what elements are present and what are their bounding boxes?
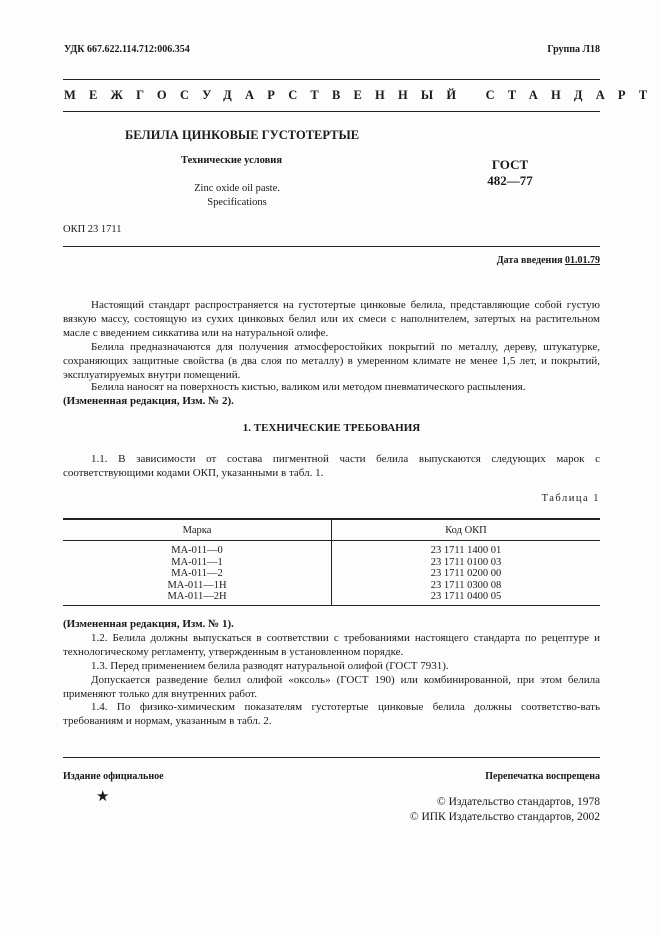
okp-rule — [63, 246, 600, 247]
copyright-block — [410, 795, 600, 825]
amendment-note-2: (Измененная редакция, Изм. № 2). — [63, 395, 234, 407]
okp-code-cell: 23 1711 0200 00 — [430, 568, 502, 580]
english-title — [186, 182, 288, 210]
amendment-note-1: (Измененная редакция, Изм. № 1). — [63, 618, 234, 630]
table-row — [63, 541, 600, 606]
okp-code-cell: 23 1711 0300 08 — [430, 579, 502, 591]
okp-code: ОКП 23 1711 — [63, 224, 122, 235]
grade-cell: МА-011—2Н — [167, 591, 227, 603]
okp-code-cell: 23 1711 0100 03 — [430, 556, 502, 568]
document-subtitle: Технические условия — [181, 155, 283, 166]
paragraph-1-1: 1.1. В зависимости от состава пигментной части белила выпускаются следующих марок с соответствующими кодами ОКП, указанными в табл. 1. — [63, 453, 600, 479]
english-title-line2: Specifications — [207, 197, 267, 208]
grade-column-cell — [63, 541, 332, 606]
introduction-date-label: Дата введения — [496, 255, 563, 266]
english-title-line1: Zinc oxide oil paste. — [194, 183, 280, 194]
official-edition: Издание официальное — [63, 771, 164, 782]
introduction-date-value: 01.01.79 — [565, 255, 600, 266]
table-header-row — [63, 519, 600, 541]
paragraph-1-2: 1.2. Белила должны выпускаться в соответствии с требованиями настоящего стандарта по рецептуре и технологическому регламенту, утвержденным в установленном порядке. — [63, 632, 600, 658]
paragraph-application — [63, 380, 600, 394]
table-caption: Таблица 1 — [541, 493, 600, 504]
reprint-prohibited: Перепечатка воспрещена — [485, 771, 600, 782]
okp-code-cell: 23 1711 1400 01 — [430, 545, 502, 556]
column-header-grade: Марка — [63, 519, 332, 541]
standard-type: МЕЖГОСУДАРСТВЕННЫЙ СТАНДАРТ — [64, 88, 661, 102]
paragraph-purpose: Белила предназначаются для получения атмосферостойких покрытий по металлу, дереву, штукатурке, сохраняющих защитные свойства (в два слоя по металлу) в умеренном климате не менее 1,5 лет, и покрытий, эксплуатируемых внутри помещений. — [63, 341, 600, 381]
grade-cell: МА-011—2 — [171, 568, 223, 580]
grades-table — [63, 518, 600, 606]
top-rule — [63, 79, 600, 80]
udk-code: УДК 667.622.114.712:006.354 — [64, 44, 190, 55]
column-header-okp: Код ОКП — [332, 519, 601, 541]
copyright-1978: © Издательство стандартов, 1978 — [436, 796, 600, 808]
paragraph-1-4: 1.4. По физико-химическим показателям густотертые цинковые белила должны соответство-вать требованиям и нормам, указанным в табл. 2. — [63, 701, 600, 727]
grade-cell: МА-011—0 — [171, 545, 223, 556]
title-rule — [63, 111, 600, 112]
grade-cell: МА-011—1Н — [167, 579, 227, 591]
paragraph-scope: Настоящий стандарт распространяется на густотертые цинковые белила, представляющие собой густую вязкую массу, состоящую из сухих цинковых белил или их смеси с наполнителем, затертых на растительном масле с введением сиккатива или на натуральной олифе. — [63, 299, 600, 339]
gost-label: ГОСТ — [491, 157, 529, 172]
okp-column-cell — [332, 541, 601, 606]
gost-number: 482—77 — [487, 173, 533, 188]
application-text: Белила наносят на поверхность кистью, валиком или методом пневматического распыления. — [91, 381, 526, 393]
star-icon: ★ — [96, 789, 110, 805]
group-code: Группа Л18 — [547, 44, 600, 55]
introduction-date — [497, 255, 600, 266]
paragraph-1-3-dilution: Допускается разведение белил олифой «оксоль» (ГОСТ 190) или комбинированной, при этом белила применяют только для внутренних работ. — [63, 674, 600, 700]
copyright-2002: © ИПК Издательство стандартов, 2002 — [409, 811, 600, 823]
gost-designation — [480, 157, 540, 189]
section-heading: 1. ТЕХНИЧЕСКИЕ ТРЕБОВАНИЯ — [242, 422, 421, 434]
okp-code-cell: 23 1711 0400 05 — [430, 591, 502, 603]
paragraph-1-3: 1.3. Перед применением белила разводят натуральной олифой (ГОСТ 7931). — [91, 660, 449, 672]
footer-rule — [63, 757, 600, 758]
grade-cell: МА-011—1 — [171, 556, 223, 568]
document-title: БЕЛИЛА ЦИНКОВЫЕ ГУСТОТЕРТЫЕ — [125, 128, 360, 142]
